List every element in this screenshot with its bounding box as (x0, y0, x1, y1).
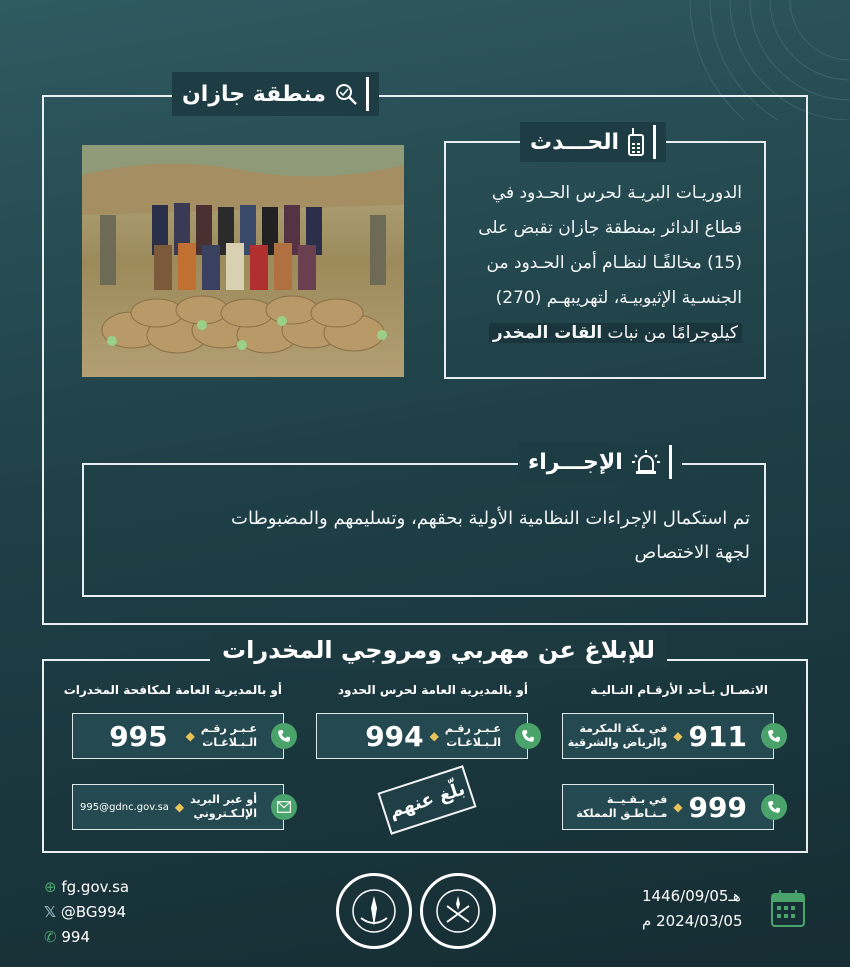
border-guard-emblem (336, 873, 412, 949)
hotline-994[interactable] (316, 713, 528, 759)
arrow-icon: ◆ (174, 800, 185, 814)
action-tag (518, 442, 682, 482)
action-title: الإجـــراء (528, 449, 623, 475)
col2-header: أو بالمديرية العامة لحرس الحدود (337, 683, 528, 697)
phone-small-icon: ✆ (44, 928, 57, 946)
arrow-icon: ◆ (429, 729, 439, 743)
region-tag (172, 72, 379, 116)
footer-phone-text: 994 (61, 928, 90, 946)
action-line-1: تم استكمال الإجراءات النظامية الأولية بحقهم، وتسليمهم والمضبوطات (231, 508, 750, 529)
event-line-4: الجنسـية الإثيوبيـة، لتهريبهـم (270) (495, 288, 742, 308)
hotline-995-number: 995 (109, 719, 168, 753)
footer-website-text: fg.gov.sa (61, 878, 130, 896)
hotline-999[interactable] (562, 784, 774, 830)
phone-icon (761, 794, 787, 820)
event-title: الحـــدث (530, 129, 620, 155)
col3-header: أو بالمديرية العامة لمكافحة المخدرات (63, 683, 282, 697)
hotline-999-number: 999 (688, 790, 747, 824)
hotline-911-number: 911 (688, 719, 747, 753)
footer-phone[interactable] (44, 928, 90, 946)
report-title: للإبلاغ عن مهربي ومروجي المخدرات (210, 632, 667, 668)
hotline-995[interactable] (72, 713, 284, 759)
footer-twitter-text: @BG994 (60, 903, 127, 921)
event-photo (82, 145, 404, 377)
calendar-icon (770, 888, 806, 932)
event-text (442, 176, 742, 351)
radio-icon (627, 127, 645, 157)
event-line-5-prefix: كيلوجرامًا من نبات (602, 323, 738, 343)
phone-icon (515, 723, 541, 749)
date-hijri: 1446/09/05هـ (642, 887, 741, 905)
hotline-911[interactable] (562, 713, 774, 759)
hotline-911-desc: في مكة المكرمة والرياض والشرقية (567, 722, 668, 749)
region-title: منطقة جازان (182, 81, 326, 107)
event-line-2: قطاع الدائر بمنطقة جازان تقبض على (478, 218, 742, 238)
globe-icon: ⊕ (44, 878, 57, 896)
col1-header: الاتصـال بـأحد الأرقـام التـاليـة (590, 683, 768, 697)
action-text (90, 502, 750, 570)
event-line-1: الدوريـات البريـة لحرس الحـدود في (491, 183, 742, 203)
action-bar (669, 445, 672, 479)
siren-icon (631, 449, 661, 475)
event-line-3: (15) مخالفًـا لنظـام أمن الحـدود من (486, 253, 742, 273)
arrow-icon: ◆ (673, 800, 683, 814)
report-stamp-text: بلّغ عنهم (386, 777, 468, 823)
event-bar (653, 125, 656, 159)
footer-website[interactable] (44, 878, 129, 896)
phone-icon (761, 723, 787, 749)
date-gregorian: 2024/03/05 م (642, 912, 743, 930)
x-icon: 𝕏 (44, 903, 57, 921)
location-search-icon (334, 82, 358, 106)
mail-icon (271, 794, 297, 820)
event-tag (520, 122, 666, 162)
arrow-icon: ◆ (185, 729, 195, 743)
email-desc: أو عبر البريد الإلـكـتروني (190, 793, 257, 820)
action-line-2: لجهة الاختصاص (634, 542, 750, 563)
hotline-994-number: 994 (365, 719, 424, 753)
footer-twitter[interactable] (44, 903, 126, 921)
phone-icon (271, 723, 297, 749)
arrow-icon: ◆ (673, 729, 683, 743)
email-contact[interactable] (72, 784, 284, 830)
hotline-999-desc: في بـقـيــة مـنـاطـق المملكة (576, 793, 668, 820)
email-address[interactable]: 995@gdnc.gov.sa (80, 801, 169, 813)
hotline-995-desc: عـبـر رقـم الـبـلاغـات (200, 722, 257, 749)
hotline-994-desc: عـبـر رقـم الـبـلاغـات (444, 722, 501, 749)
event-line-5 (442, 316, 742, 351)
event-line-5-bold: القات المخدر (492, 323, 603, 343)
region-bar (366, 77, 369, 111)
interior-emblem (420, 873, 496, 949)
